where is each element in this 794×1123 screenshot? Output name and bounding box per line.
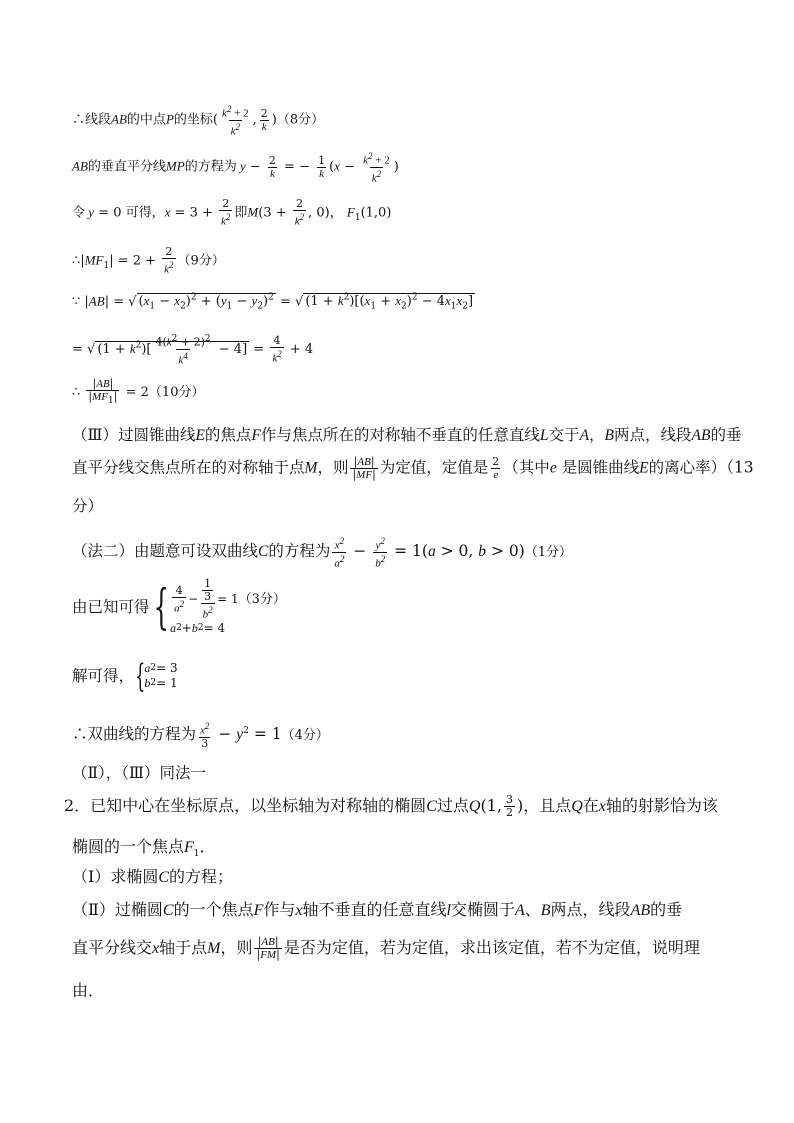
solution-part3-line1: （Ⅲ）过圆锥曲线E的焦点F作与焦点所在的对称轴不垂直的任意直线L交于A，B两点，线段AB的垂: [72, 426, 742, 444]
method2-system: 由已知可得 { $\frac{4}{a^2}$ − $\frac{\frac{1}{3}}{b^2}$ = 1 （3分） a 2 + b 2 = 4: [72, 577, 286, 635]
problem2-part2-line1: （Ⅱ）过椭圆C的一个焦点F作与x轴不垂直的任意直线l交椭圆于A、B两点，线段AB的垂: [72, 900, 683, 919]
solution-part3-line3: 分）: [72, 497, 104, 515]
solution-line-mf1: $\therefore|MF_1| = 2$ + $\frac{2}{k^2}$ （9分）: [72, 245, 225, 276]
problem2-line1: 2．已知中心在坐标原点，以坐标轴为对称轴的椭圆C过点Q(1, $\frac{3}{2}$ )，且点Q在x轴的射影恰为该: [64, 793, 718, 819]
solution-line-bisector: AB的垂直平分线MP的方程为 y − $\frac{2}{k}$ = − $\frac{1}{k}$ (x − $\frac{k^2 + 2}{k^2}$ ): [72, 151, 399, 185]
solution-line-ab-result: = √ $(1 + k^2)$[ $\frac{4(k^2 + 2)^2}{k^4}$ − 4] = $\frac{4}{k^2}$ + 4: [72, 333, 314, 367]
problem2-part2-line3: 由．: [72, 981, 105, 1000]
problem2-line2: 椭圆的一个焦点$F_1$．: [72, 837, 216, 860]
solution-line-midpoint: ∴线段AB的中点P的坐标( $\frac{k^2 + 2}{k^2}$ , $\frac{2}{k}$ )（8分）: [72, 104, 325, 138]
method2-solution: 解可得， { a 2 = 3 b 2 = 1: [72, 657, 178, 695]
problem2-part1: （Ⅰ）求椭圆C的方程；: [72, 867, 234, 886]
solution-line-ratio: ∴ $\frac{|AB|}{|MF_1|}$ = 2（10分）: [72, 377, 205, 407]
solution-part3-line2: 直平分线交焦点所在的对称轴于点M，则 $\frac{|AB|}{|MF|}$ 为定值，定值是 $\frac{2}{e}$ （其中e 是圆锥曲线E的离心率）（13: [72, 455, 754, 481]
method2-line1: （法二）由题意可设双曲线C的方程为 $\frac{x^2}{a^2}$ − $\frac{y^2}{b^2}$ = 1(a > 0, b > 0)（1分）: [72, 536, 573, 570]
solution-line-point-m: 令 y = 0 可得，x = 3 + $\frac{2}{k^2}$ 即M(3 + $\frac{2}{k^2}$ , 0)， $F_1(1,0)$: [72, 197, 392, 228]
method2-same: （Ⅱ），（Ⅲ）同法一: [72, 764, 206, 782]
method2-equation: ∴双曲线的方程为 $\frac{x^2}{3}$ − $y^2 = 1(4$分）: [72, 721, 329, 750]
solution-line-ab-length: ∵ |AB| = √ $(x_1 - x_2)^2 + (y_1 - y_2)^2$ = √ $(1 + k^2)[(x_1 + x_2)^2 - 4x_1x_2]$: [72, 293, 474, 312]
problem2-part2-line2: 直平分线交x轴于点M，则 $\frac{|AB|}{|FM|}$ 是否为定值，若为定值，求出该定值，若不为定值，说明理: [72, 935, 700, 961]
